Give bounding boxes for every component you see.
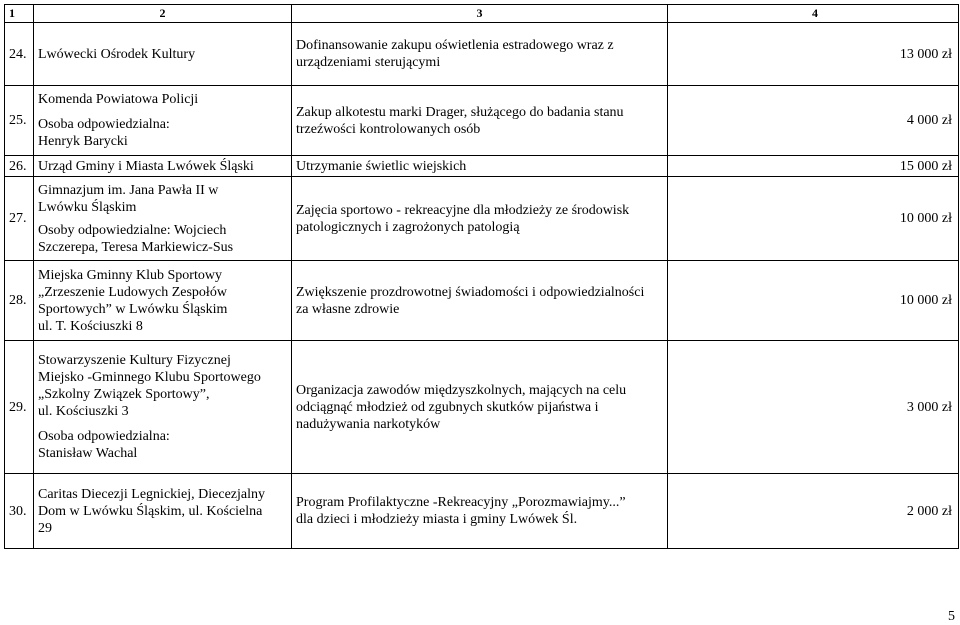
row-number: 29. [5,341,34,474]
header-col-1: 1 [5,5,34,23]
header-col-4: 4 [668,5,959,23]
table-row [5,177,959,261]
row-number: 28. [5,261,34,341]
table-row [5,341,959,474]
row-entity: Miejska Gminny Klub Sportowy „Zrzeszenie Ludowych Zespołów Sportowych” w Lwówku Śląskim ul. T. Kościuszki 8 [34,261,292,341]
row-amount: 10 000 zł [668,177,959,261]
table-row [5,261,959,341]
row-amount: 3 000 zł [668,341,959,474]
page-number: 5 [948,609,955,624]
row-purpose: Utrzymanie świetlic wiejskich [292,156,668,177]
row-amount: 15 000 zł [668,156,959,177]
row-amount: 10 000 zł [668,261,959,341]
row-amount: 4 000 zł [668,86,959,156]
row-entity: Caritas Diecezji Legnickiej, Diecezjalny Dom w Lwówku Śląskim, ul. Kościelna 29 [34,474,292,549]
row-purpose: Dofinansowanie zakupu oświetlenia estradowego wraz z urządzeniami sterującymi [292,23,668,86]
table-row [5,474,959,549]
row-entity: Urząd Gminy i Miasta Lwówek Śląski [34,156,292,177]
table-row [5,156,959,177]
grants-table [4,4,959,549]
header-col-3: 3 [292,5,668,23]
row-purpose: Organizacja zawodów międzyszkolnych, mających na celu odciągnąć młodzież od zgubnych skutków pijaństwa i nadużywania narkotyków [292,341,668,474]
row-entity: Gimnazjum im. Jana Pawła II w Lwówku Śląskim Osoby odpowiedzialne: Wojciech Szczerepa, Teresa Markiewicz-Sus [34,177,292,261]
row-purpose: Zwiększenie prozdrowotnej świadomości i odpowiedzialności za własne zdrowie [292,261,668,341]
table-row [5,86,959,156]
row-amount: 2 000 zł [668,474,959,549]
row-entity: Stowarzyszenie Kultury Fizycznej Miejsko -Gminnego Klubu Sportowego „Szkolny Związek Sportowy”, ul. Kościuszki 3 Osoba odpowiedzialna: Stanisław Wachal [34,341,292,474]
table-row [5,23,959,86]
row-number: 25. [5,86,34,156]
row-purpose: Zakup alkotestu marki Drager, służącego do badania stanu trzeźwości kontrolowanych osób [292,86,668,156]
row-purpose: Program Profilaktyczne -Rekreacyjny „Porozmawiajmy...” dla dzieci i młodzieży miasta i gminy Lwówek Śl. [292,474,668,549]
row-entity: Komenda Powiatowa Policji Osoba odpowiedzialna: Henryk Barycki [34,86,292,156]
row-number: 27. [5,177,34,261]
row-number: 26. [5,156,34,177]
row-purpose: Zajęcia sportowo - rekreacyjne dla młodzieży ze środowisk patologicznych i zagrożonych patologią [292,177,668,261]
row-amount: 13 000 zł [668,23,959,86]
header-col-2: 2 [34,5,292,23]
table-header-row [5,5,959,23]
row-entity: Lwówecki Ośrodek Kultury [34,23,292,86]
row-number: 24. [5,23,34,86]
row-number: 30. [5,474,34,549]
